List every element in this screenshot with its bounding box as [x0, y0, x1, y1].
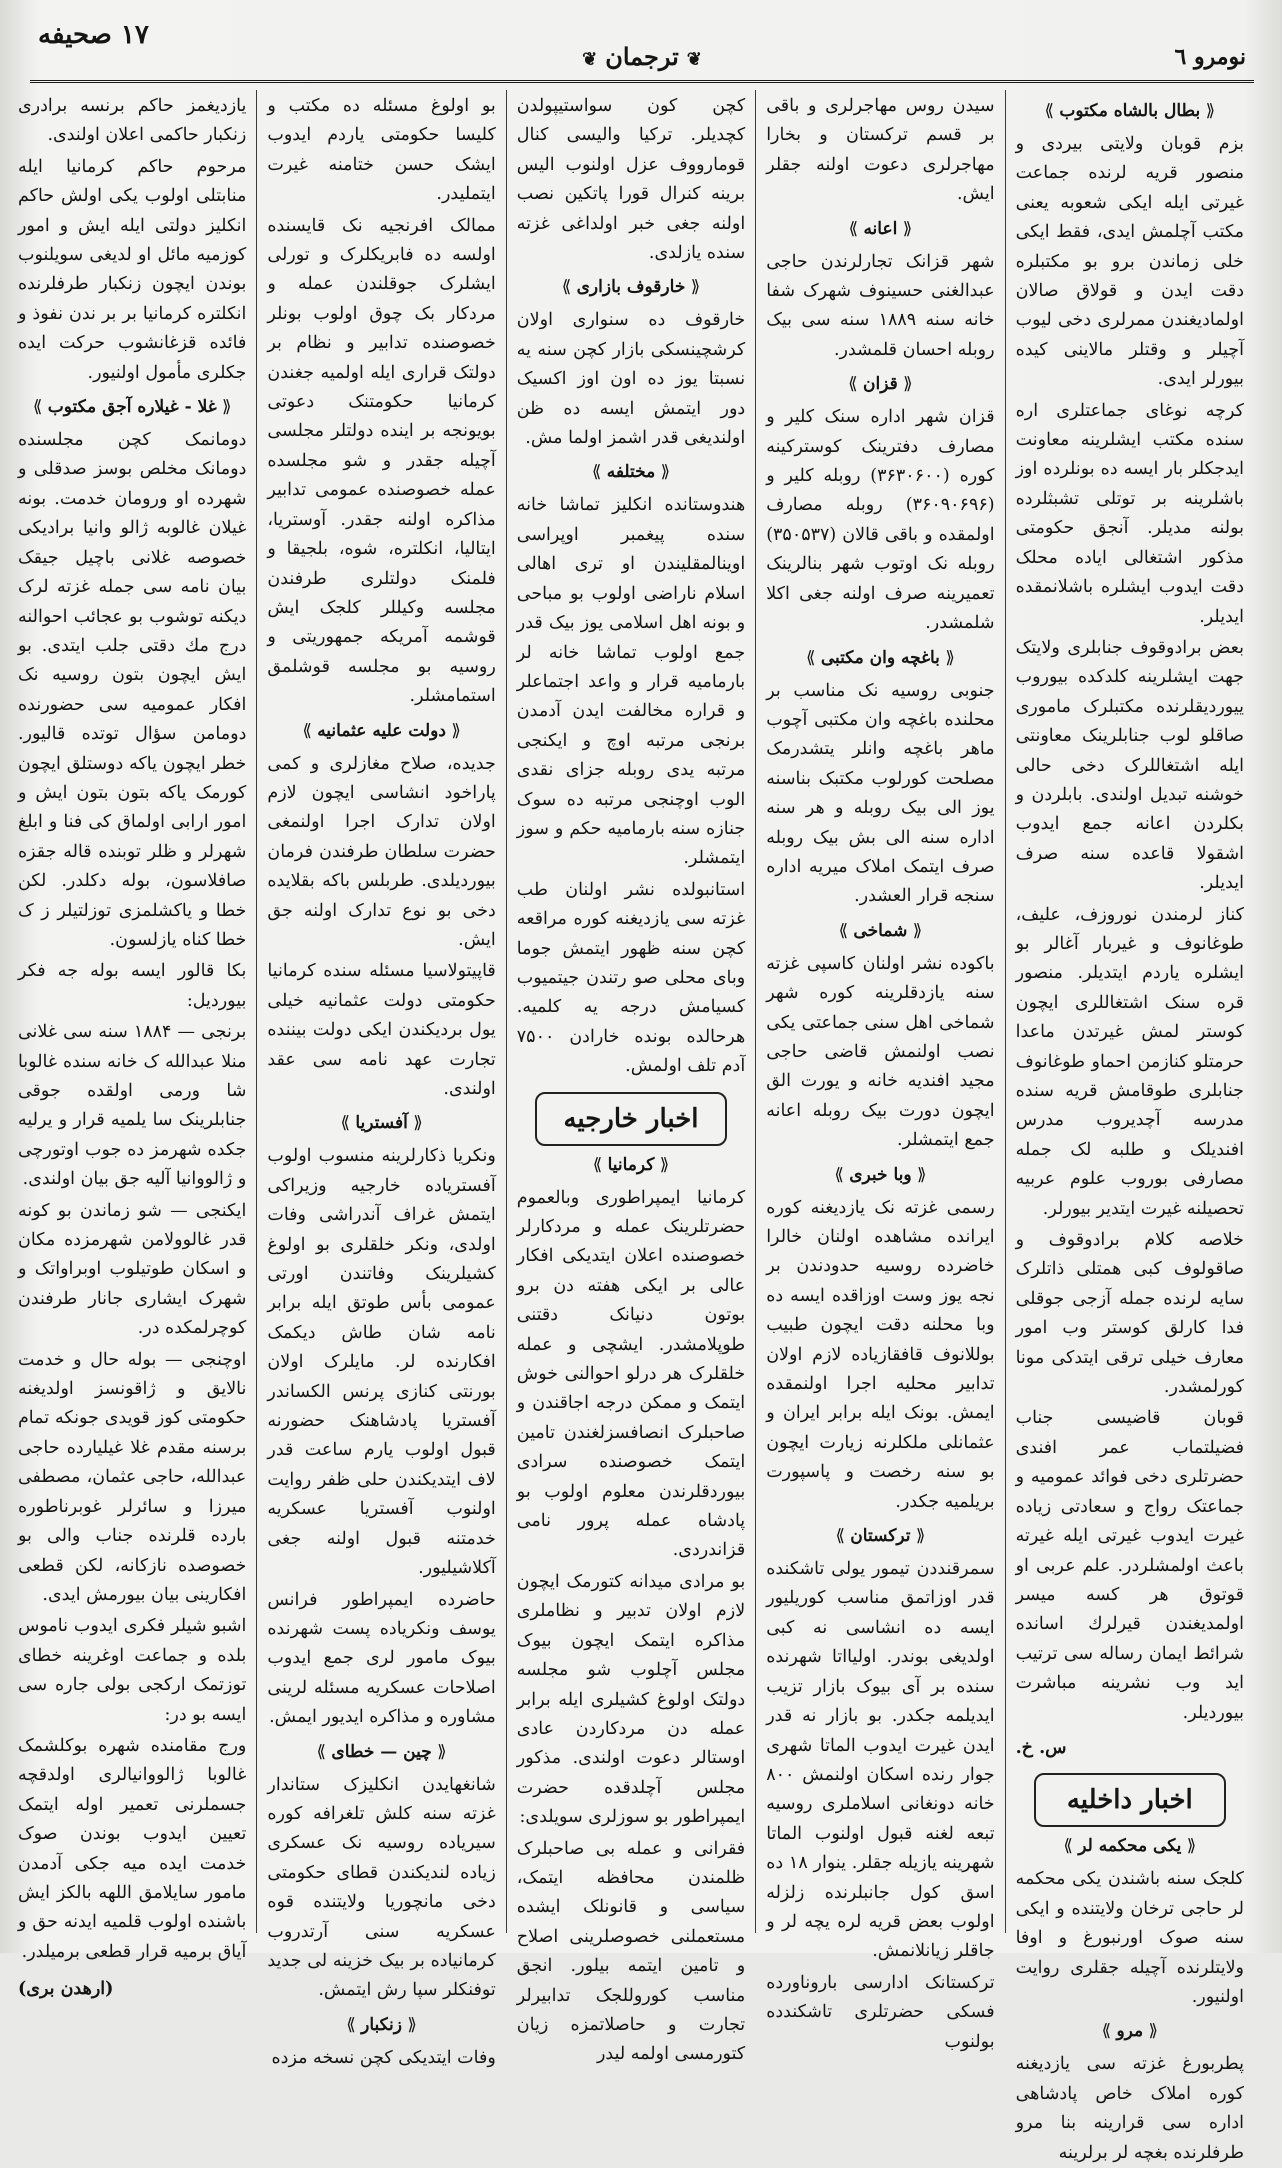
article-paragraph: ایکنجی — شو زماندن بو کونه قدر غالوولامن شهرمزده مکان و اسکان طوتیلوب اوبراواتک و شهرک ایشاری جانار طرفندن کوچرلمکده در. [17, 1200, 247, 1339]
issue-number: نومرو ٦ [1174, 44, 1246, 70]
columns-container [8, 90, 1254, 2163]
article-paragraph: شانغهایدن انکلیزک ستاندار غزته سنه کلش تلغرافه کوره سیریاده روسیه نک عسکری زیاده لندیکندن قطای حکومتی دخی مانچوریا ولایتنده قوه عسکریه سنی آرتدروب کرمانیاده بر بیک خزینه لی جدید توفنکلر سپا رش ایتمش. [267, 1774, 496, 2001]
article-paragraph: کرچه نوغای جماعتلری اره سنده مکتب ایشلرینه معاونت ایدجکلر بار ایسه ده بونلرده اوز باشلرینه بر توتلی تشبثلرده بولنه مدیلر. آنجق حکومتی مذکور اشتغالی ایاده محلک دقت ایدوب ایشلره باشلانمقده ایدیلر. [1015, 400, 1244, 627]
section-heading: ⟪ مرو ⟫ [1016, 2018, 1244, 2044]
section-heading: ⟪ بطال بالشاه مکتوب ⟫ [1016, 98, 1244, 124]
section-heading: ⟪ مختلفه ⟫ [517, 459, 745, 485]
text-column-2 [755, 90, 1004, 2052]
article-paragraph: اوچنجی — بوله حال و خدمت نالایق و ژاقونسز اولدیغنه حکومتی کوز قویدی جونکه تمام برسنه مقدم غلا غیلیارده حاجی عبدالله، حاجی عثمان، مصطفی میرزا و سائرلر غوبرناطوره بارده قلرنده جناب والی بو خصوصده نازکانه، لکن قطعی افکارینی بیان بیورمش ایدی. [17, 1349, 247, 1605]
section-heading: ⟪ یکی محکمه لر ⟫ [1016, 1833, 1244, 1859]
article-paragraph: قاپیتولاسیا مسئله سنده کرمانیا حکومتی دولت عثمانیه خیلی یول بردیکندن ایکی دولت بیننده تجارت عهد نامه سی عقد اولندی. [267, 961, 496, 1099]
section-heading: ⟪ زنکبار ⟫ [267, 2012, 495, 2038]
article-paragraph: قزان شهر اداره سنک کلیر و مصارف دفترینک کوسترکینه کوره (۳۶۳۰۶۰۰) روبله کلیر و (۳۶۰۹۰۶۹۶) روبله مصارف اولمقده و باقی قالان (۳۵۰۵۳۷) روبله نک اوتوب شهر بنالرینک تعمیرینه صرف اولنه جغی اکلا شلمشدر. [766, 407, 995, 634]
section-banner: اخبار داخلیه [1034, 1773, 1226, 1827]
article-paragraph: پطربورغ غزته سی یازدیغنه کوره املاک خاص پادشاهی اداره سی قرارینه بنا مرو طرفلرنده بغچه لر برلرینه [1015, 2054, 1244, 2163]
article-paragraph: استانبولده نشر اولنان طب غزته سی یازدیغنه کوره مراقعه کچن سنه ظهور ایتمش جوما وبای محلی صو رتندن جیتمیوب کسیامش درجه یه کلمیه. هرحالده بونده خارادن ۷۵۰۰ آدم تلف اولمش. [516, 879, 746, 1077]
text-column-4 [256, 90, 505, 2068]
section-heading: ⟪ باغچه وان مکتبی ⟫ [766, 645, 994, 671]
section-heading: ⟪ قزان ⟫ [766, 371, 994, 397]
section-heading: ⟪ خارقوف بازاری ⟫ [517, 274, 745, 300]
article-paragraph: باکوده نشر اولنان کاسپی غزته سنه یازدقلرینه کوره شهر شماخی اهل سنی جماعتی یکی نصب اولنمش قاضی حاجی مجید افندیه خانه و یورت الق ایچون دورت بیک روبله اعانه جمع ایتمشلر. [766, 953, 995, 1151]
article-paragraph: بو اولوغ مسئله ده مکتب و کلیسا حکومتی یاردم ایدوب ایشک حسن ختامنه غیرت ایتملیدر. [267, 96, 496, 205]
article-paragraph: کچن کون سواستیپولدن کچدیلر. ترکیا والیسی کنال قومارووف عزل اولنوب الیس برینه کنرال قورا پاتکین نصب اولنه جغی خبر اولداغی غزته سنده یازلدی. [516, 96, 746, 264]
continued-note: (ارهدن بری) [17, 1979, 114, 2000]
section-heading: ⟪ اعانه ⟫ [766, 216, 994, 242]
section-heading: ⟪ وبا خبری ⟫ [766, 1162, 994, 1188]
article-paragraph: بو مرادی میدانه کتورمک ایچون لازم اولان تدبیر و نظاملری مذاکره ایتمک ایچون بیوک مجلس آچلوب شو مجلسه دولتک اولوغ کشیلری ایله برابر عمله دن مردکاردن عادی اوستالر دعوت اولندی. مذکور مجلس آچلدقده حضرت ایمپراطور بو سوزلری سویلدی: [516, 1571, 746, 1828]
article-paragraph: رسمی غزته نک یازدیغنه کوره ایرانده مشاهده اولنان خالرا خاضرده روسیه حدودندن بر نجه یوز وست اوزاقده ایسه ده وبا محلنه دقت ایچون طبیب بوللانوف قافقازیاده لازم اولان تدابیر محلیه اجرا اولنمقده ایمش. بونک ایله برابر ایران و عثمانلی ملکلرنه زیارت ایچون بو سنه رخصت و پاسپورت بریلمیه جکدر. [766, 1197, 995, 1512]
article-paragraph: شهر قزانک تجارلرندن حاجی عبدالغنی حسینوف شهرک شفا خانه سنه ۱۸۸۹ سنه سی بیک روبله احسان قلمشدر. [766, 251, 995, 360]
text-column-3 [506, 90, 755, 2065]
article-paragraph: حاضرده ایمپراطور فرانس یوسف ونکریاده پست شهرنده بیوک مامور لری جمع ایدوب اصلاحات عسکریه مسئله لرینی مشاوره و مذاکره ایدیور ایمش. [267, 1589, 496, 1728]
section-heading: ⟪ ترکستان ⟫ [766, 1523, 994, 1549]
article-paragraph: ترکستانک ادارسی باروناورده فسکی حضرتلری تاشکندده بولنوب [766, 1972, 995, 2052]
article-paragraph: مرحوم حاکم کرمانیا ایله منابتلی اولوب یکی اولش حاکم انکلیز دولتی ایله ایش و امور کوزمیه مائل او لدیغی سویلنوب بوندن ایچون زنکبار طرفلرنده انکلتره کرمانیا بر بر ندن نفوذ و فائده قزغانشوب حرکت ایده جکلری مأمول اولنیور. [17, 156, 247, 383]
article-paragraph: کرمانیا ایمپراطوری وبالعموم حضرتلرینک عمله و مردکارلر خصوصنده اعلان ایتدیکی افکار عالی بر ایکی هفته دن برو بوتون دنیانک دقتنی طوپلامشدر. ایشچی و عمله خلقلرک هر درلو احوالنی خوش ایتمک و ممکن درجه اجاقندن و صاحبلرک انصافسزلغندن تامین ایتمک خصوصنده سرادی بیوردقلرندن معلوم اولوب بو پادشاه عمله پرور نامی قزاندردی. [516, 1187, 746, 1561]
article-paragraph: سیدن روس مهاجرلری و باقی بر قسم ترکستان و بخارا مهاجرلری دعوت اولنه جقلر ایش. [766, 96, 995, 205]
article-paragraph: دومانمک کچن مجلسنده دومانک مخلص بوسز صدقلی و شهرده او ورومان خدمت. بونه غیلان غالوبه ژالو وانیا برادیکی خصوصه غلانی باچیل جیقک بیان نامه سی جمله غزته لرک دیکنه توشوب بو عجائب احوالنه درج مك دقتی جلب ایتدی. بو ایش ایچون بتون روسیه نک افکار عمومیه سی حضورنده دومامن سؤال توتده قالیور. خطر ایچون یاکه دوستلق ایچون کورمک یاکه بتون بتون ایش و امور ارابی اولماق کی فنا و ابلغ شهرلر و ظلر توبنده قاله جقزه صافلاسون، بوله دکلدر. لکن خطا و یاکشلمزی توزلتیلر ز ک خطا کناه یازلسون. [17, 430, 247, 950]
article-paragraph: بکا قالور ایسه بوله جه فکر بیوردیل: [17, 961, 247, 1011]
article-paragraph: بعض برادوقوف جنابلری ولایتک جهت ایشلرینه کلدکده بیوروب ییوردیقلرنده مکتبلرک ماموری صاقلو لوب جنابلرینک معاونتی ایله اشتغاللرک دخی حالی خوشنه تبدیل اولندی. بابلردن و بکلردن اعانه جمع ایدوب اشقولا قاعده سنه صرف ایدیلر. [1015, 637, 1244, 894]
article-paragraph: کناز لرمندن نوروزف، علیف، طوغانوف و غیربار آغالر بو ایشلره یاردم ایتدیلر. منصور قره سنک اشتغاللری ایچون کوستر لمش غیرتدن ماعدا حرمتلو کنازمن احماو طوغانوف جنابلری طوقامش قریه سنده مدرسه آچدیروب مدرس افندیلک و طلبه لک جمله مصارفی بوروب علوم عربیه تحصیلنه غیرت ایتدیر بیورلر. [1015, 904, 1244, 1219]
page-label: ۱۷ صحیفه [38, 20, 149, 50]
section-heading: ⟪ غلا - غیلاره آجق مکتوب ⟫ [18, 394, 246, 420]
masthead-rule [30, 80, 1254, 83]
article-paragraph: بزم قوبان ولایتی بیردی و منصور قریه لرنده جماعت غیرتی ایله ایکی شعوبه یعنی مکتب آچلمش ایدی، فقط ایکی خلی زماندن برو بو مکتبلره دقت ایدن و قولاق صالان اولمادیغندن ممرلری دخی لیوب آچیلر و وقتلر مالاینی کیده بیورلر ایدی. [1015, 134, 1244, 390]
text-column-1 [1005, 90, 1254, 2163]
article-paragraph: برنجی — ۱۸۸۴ سنه سی غلانی منلا عبدالله ک خانه سنده غالوبا شا ورمی اولقده جوقی جنابلرینک سا یلمیه قرار و یرلیه جکده شهرمز ده جوب اوتورچی و ژالووانیا آلیه جق بیان اولندی. [17, 1022, 247, 1190]
section-heading: ⟪ شماخی ⟫ [766, 918, 994, 944]
newspaper-title: ❦ ترجمان ❦ [574, 42, 710, 71]
article-paragraph: سمرقنددن تیمور یولی تاشکنده قدر اوزاتمق مناسب کوریلیور ایسه ده انشاسی نه کبی اولدیغی بوندر. اولیااتا شهرنده سنده بر آی بیوک بازار تزیب ایدیلمه جکدر. بو بازار نه قدر ایدن غیرت ایدوب الماتا شهری جوار رنده اسکان اولنمش ۸۰۰ خانه دونغانی اسلاملری روسیه تبعه لغنه قبول اولنوب الماتا شهرینه یازیله جقلر. ینوار ۱۸ ده اسق کول جانبلرنده زلزله اولوب بعض قریه لره یچه لر و جاقلر زیانلانمش. [766, 1559, 995, 1962]
article-paragraph: ممالک افرنجیه نک قایسنده اولسه ده فابریکلرک و تورلی ایشلرک جوقلندن عمله و مردکار بک چوق اولوب بونلر خصوصنده تدابیر و نظام بر دولتک قراری ایله اولمیه جغندن کرمانیا حکومتنک دعوتی بویونجه بر اینده دولتلر مجلسی آچیله جقدر و شو مجلسده عمله خصوصنده عمومی تدابیر مذاکره اولنه جقدر. آوستریا، ایتالیا، انکلتره، شوه، بلجیقا و فلمنک دولتلری طرفندن مجلسه وکیللر کلجک ایش قوشمه آمریکه جمهوریتی و روسیه بو مجلسه قوشلمق استمامشلر. [267, 215, 496, 707]
section-heading: ⟪ آفستریا ⟫ [267, 1110, 495, 1136]
section-heading: ⟪ کرمانیا ⟫ [517, 1152, 745, 1178]
article-paragraph: فقرانی و عمله بی صاحبلرک ظلمندن محافظه ایتمک، سیاسی و قانونلک ایشده مستعملنی خصوصلرینی اصلاح و تامین ایتمه بیلور. انجق مناسب کوروللجک تدابیرلر تجارت و حاصلاتمزه زیان کتورمسی اولمه لیدر [516, 1838, 746, 2065]
section-heading: ⟪ دولت علیه عثمانیه ⟫ [267, 718, 495, 744]
section-heading: ⟪ چین — خطای ⟫ [267, 1739, 495, 1765]
article-paragraph: اشبو شیلر فکری ایدوب ناموس بلده و جماعت اوغرینه خطای توزتمک ارکجی بولی جاره سی ایسه بو در: [17, 1616, 247, 1725]
text-column-5 [8, 90, 256, 2000]
author-signature: س. خ. [1015, 1737, 1067, 1758]
article-paragraph: کلجک سنه باشندن یکی محکمه لر حاجی ترخان ولایتنده و ایکی سنه صوک اورنبورغ و اوفا ولایتلرنده آچیله جقلری روایت اولنیور. [1015, 1869, 1244, 2007]
article-paragraph: قوبان قاضیسی جناب فضیلتماب عمر افندی حضرتلری دخی فوائد عمومیه و جماعتک رواج و سعادتی زیاده غیرت ایدوب غیرتی ایله غیرته باعث اولمشلردر. علم عربی او قوتوق هر کسه میسر اولمدیغندن قیرلرك اسانده شرائط ایمان رساله سی ترتیب اید وب نشرینه مباشرت بیوردیلر. [1015, 1408, 1244, 1723]
article-paragraph: خلاصه کلام برادوقوف و صاقولوف کبی همتلی ذاتلرک سایه لرنده جمله آزجی جوقلی فدا کارلق کوستر وب امور معارف خیلی ترقی ایتدکی مونا کورلمشدر. [1015, 1230, 1244, 1398]
masthead [30, 14, 1254, 74]
article-paragraph: وفات ایتدیکی کچن نسخه مزده [271, 2047, 496, 2068]
article-paragraph: خارقوف ده سنواری اولان کرشچینسکی بازار کچن سنه یه نسبتا یوز ده اون اوز اکسیک دور ایتمش ایسه ده ظن اولندیغی قدر اشمز اولما مش. [516, 310, 746, 449]
article-paragraph: جدیده، صلاح مغازلری و کمی پاراخود انشاسی ایچون لازم اولان تدارک اجرا اولنمغی حضرت سلطان طرفندن فرمان بیوردیلدی. طربلس باکه بقلایده دخی بو نوع تدارک اولنه جق ایش. [267, 753, 496, 950]
article-paragraph: هندوستانده انکلیز تماشا خانه سنده پیغمبر اوپراسی اوینالمقلیندن او تری اهالی اسلام ناراضی اولوب بو مباحی و بونه اهل اسلامی یوز بیک قدر جمع اولوب تماشا خانه لر بارمامیه قرار و واعد اجتماعلر و قراره مخالفت ایدن آدمدن برنجی مرتبه اوچ و ایکنجی مرتبه یدی روبله جزای نقدی الوب اوچنجی مرتبه ده سوک جنازه سنه بارمامیه حکم و سوز ایتمشلر. [516, 495, 746, 869]
article-paragraph: ونکریا ذکارلرینه منسوب اولوب آفستریاده خارجیه وزیراکی ایتمش غراف آندراشی وفات اولدی، ونکر خلقلری بو اولوغ کشیلرینک وفاتندن اورتی عمومی بأس طوتق ایله برابر نامه شان طاش دیکمک افکارنده لر. مایلرک اولان بورنتی کنازی پرنس الکساندر آفستریا پادشاهنک حضورنه قبول اولوب یارم ساعت قدر لاف ایتدیکندن حلی ظفر روایت اولنوب آفستریا عسکریه خدمتنه قبول اولنه جغی آکلاشیلیور. [267, 1146, 496, 1579]
article-paragraph: جنوبی روسیه نک مناسب بر محلنده باغچه وان مکتبی آچوب ماهر باغچه وانلر یتشدرمک مصلحت کورلوب مکتبک بناسنه یوز الی بیک روبله و هر سنه اداره سنه الی بش بیک روبله صرف ایتمک املاک میریه اداره سنجه قرار العشدر. [766, 680, 995, 907]
article-paragraph: ورج مقامنده شهره بوکلشمک غالوبا ژالووانیالری اولدقچه جسملرنی تعمیر اوله ایتمک تعیین ایدوب بوندن صوک خدمت ایده میه جکی آدمدن مامور سایلامق اللهه بالکز ایش باشنده اولوب قلمیه ایدنه حق و آیاق برمیه قرار قطعی برمیلدر. [17, 1735, 247, 1962]
article-paragraph: یازدیغمز حاکم برنسه برادری زنکبار حاکمی اعلان اولندی. [17, 96, 247, 146]
section-banner: اخبار خارجیه [535, 1092, 727, 1146]
